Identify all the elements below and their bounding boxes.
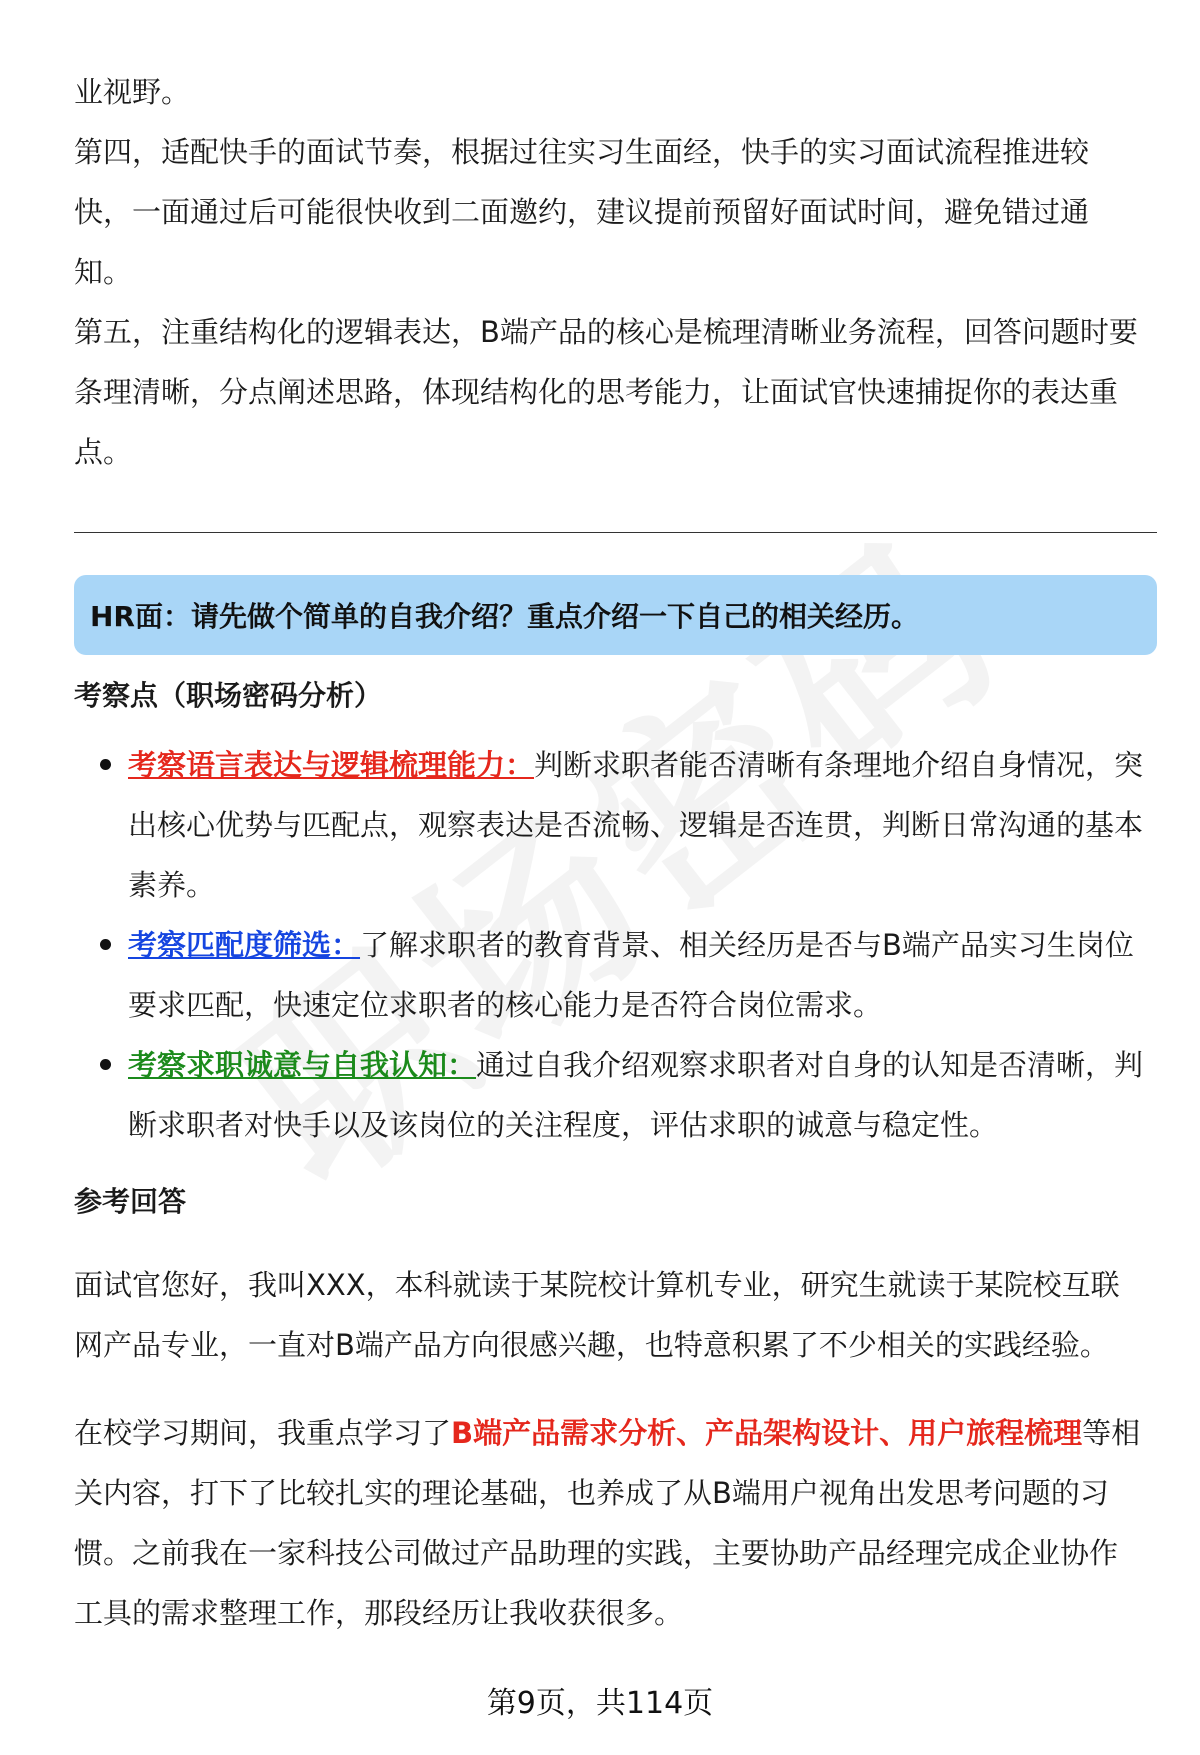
assessment-point bbox=[74, 915, 1144, 1035]
bullet-icon bbox=[100, 1059, 111, 1070]
document-body bbox=[74, 62, 1144, 1643]
answer-text-pre: 在校学习期间，我重点学习了 bbox=[74, 1416, 452, 1450]
bullet-icon bbox=[100, 759, 111, 770]
question-text: HR面：请先做个简单的自我介绍？重点介绍一下自己的相关经历。 bbox=[90, 600, 919, 633]
answer-paragraph-2 bbox=[74, 1403, 1144, 1643]
answer-text-post: 等相关内容，打下了比较扎实的理论基础，也养成了从B端用户视角出发思考问题的习惯。之前我在一家科技公司做过产品助理的实践，主要协助产品经理完成企业协作工具的需求整理工作，那段经历让我收获很多。 bbox=[74, 1416, 1141, 1630]
bullet-icon bbox=[100, 939, 111, 950]
point-text: 判断求职者能否清晰有条理地介绍自身情况，突出核心优势与匹配点，观察表达是否流畅、逻辑是否连贯，判断日常沟通的基本素养。 bbox=[128, 748, 1144, 902]
point-label: 考察求职诚意与自我认知： bbox=[128, 1048, 477, 1082]
answer-heading: 参考回答 bbox=[74, 1185, 187, 1218]
answer-highlight: B端产品需求分析、产品架构设计、用户旅程梳理 bbox=[451, 1416, 1083, 1450]
question-box bbox=[74, 575, 1157, 655]
point-text: 了解求职者的教育背景、相关经历是否与B端产品实习生岗位要求匹配，快速定位求职者的核心能力是否符合岗位需求。 bbox=[128, 928, 1134, 1022]
answer-paragraph-1: 面试官您好，我叫XXX，本科就读于某院校计算机专业，研究生就读于某院校互联网产品专业，一直对B端产品方向很感兴趣，也特意积累了不少相关的实践经验。 bbox=[74, 1268, 1120, 1362]
point-label: 考察匹配度筛选： bbox=[128, 928, 361, 962]
intro-line: 业视野。 bbox=[74, 75, 191, 109]
assessment-point bbox=[74, 1035, 1144, 1155]
intro-fifth: 第五，注重结构化的逻辑表达，B端产品的核心是梳理清晰业务流程，回答问题时要条理清晰，分点阐述思路，体现结构化的思考能力，让面试官快速捕捉你的表达重点。 bbox=[74, 315, 1138, 469]
section-divider bbox=[74, 532, 1157, 533]
assessment-heading: 考察点（职场密码分析） bbox=[74, 679, 383, 712]
point-label: 考察语言表达与逻辑梳理能力： bbox=[128, 748, 535, 782]
point-text: 通过自我介绍观察求职者对自身的认知是否清晰，判断求职者对快手以及该岗位的关注程度，评估求职的诚意与稳定性。 bbox=[128, 1048, 1144, 1142]
assessment-list bbox=[74, 735, 1144, 1155]
page-number: 第9页，共114页 bbox=[486, 1686, 714, 1721]
intro-fourth: 第四，适配快手的面试节奏，根据过往实习生面经，快手的实习面试流程推进较快，一面通过后可能很快收到二面邀约，建议提前预留好面试时间，避免错过通知。 bbox=[74, 135, 1090, 289]
assessment-point bbox=[74, 735, 1144, 915]
